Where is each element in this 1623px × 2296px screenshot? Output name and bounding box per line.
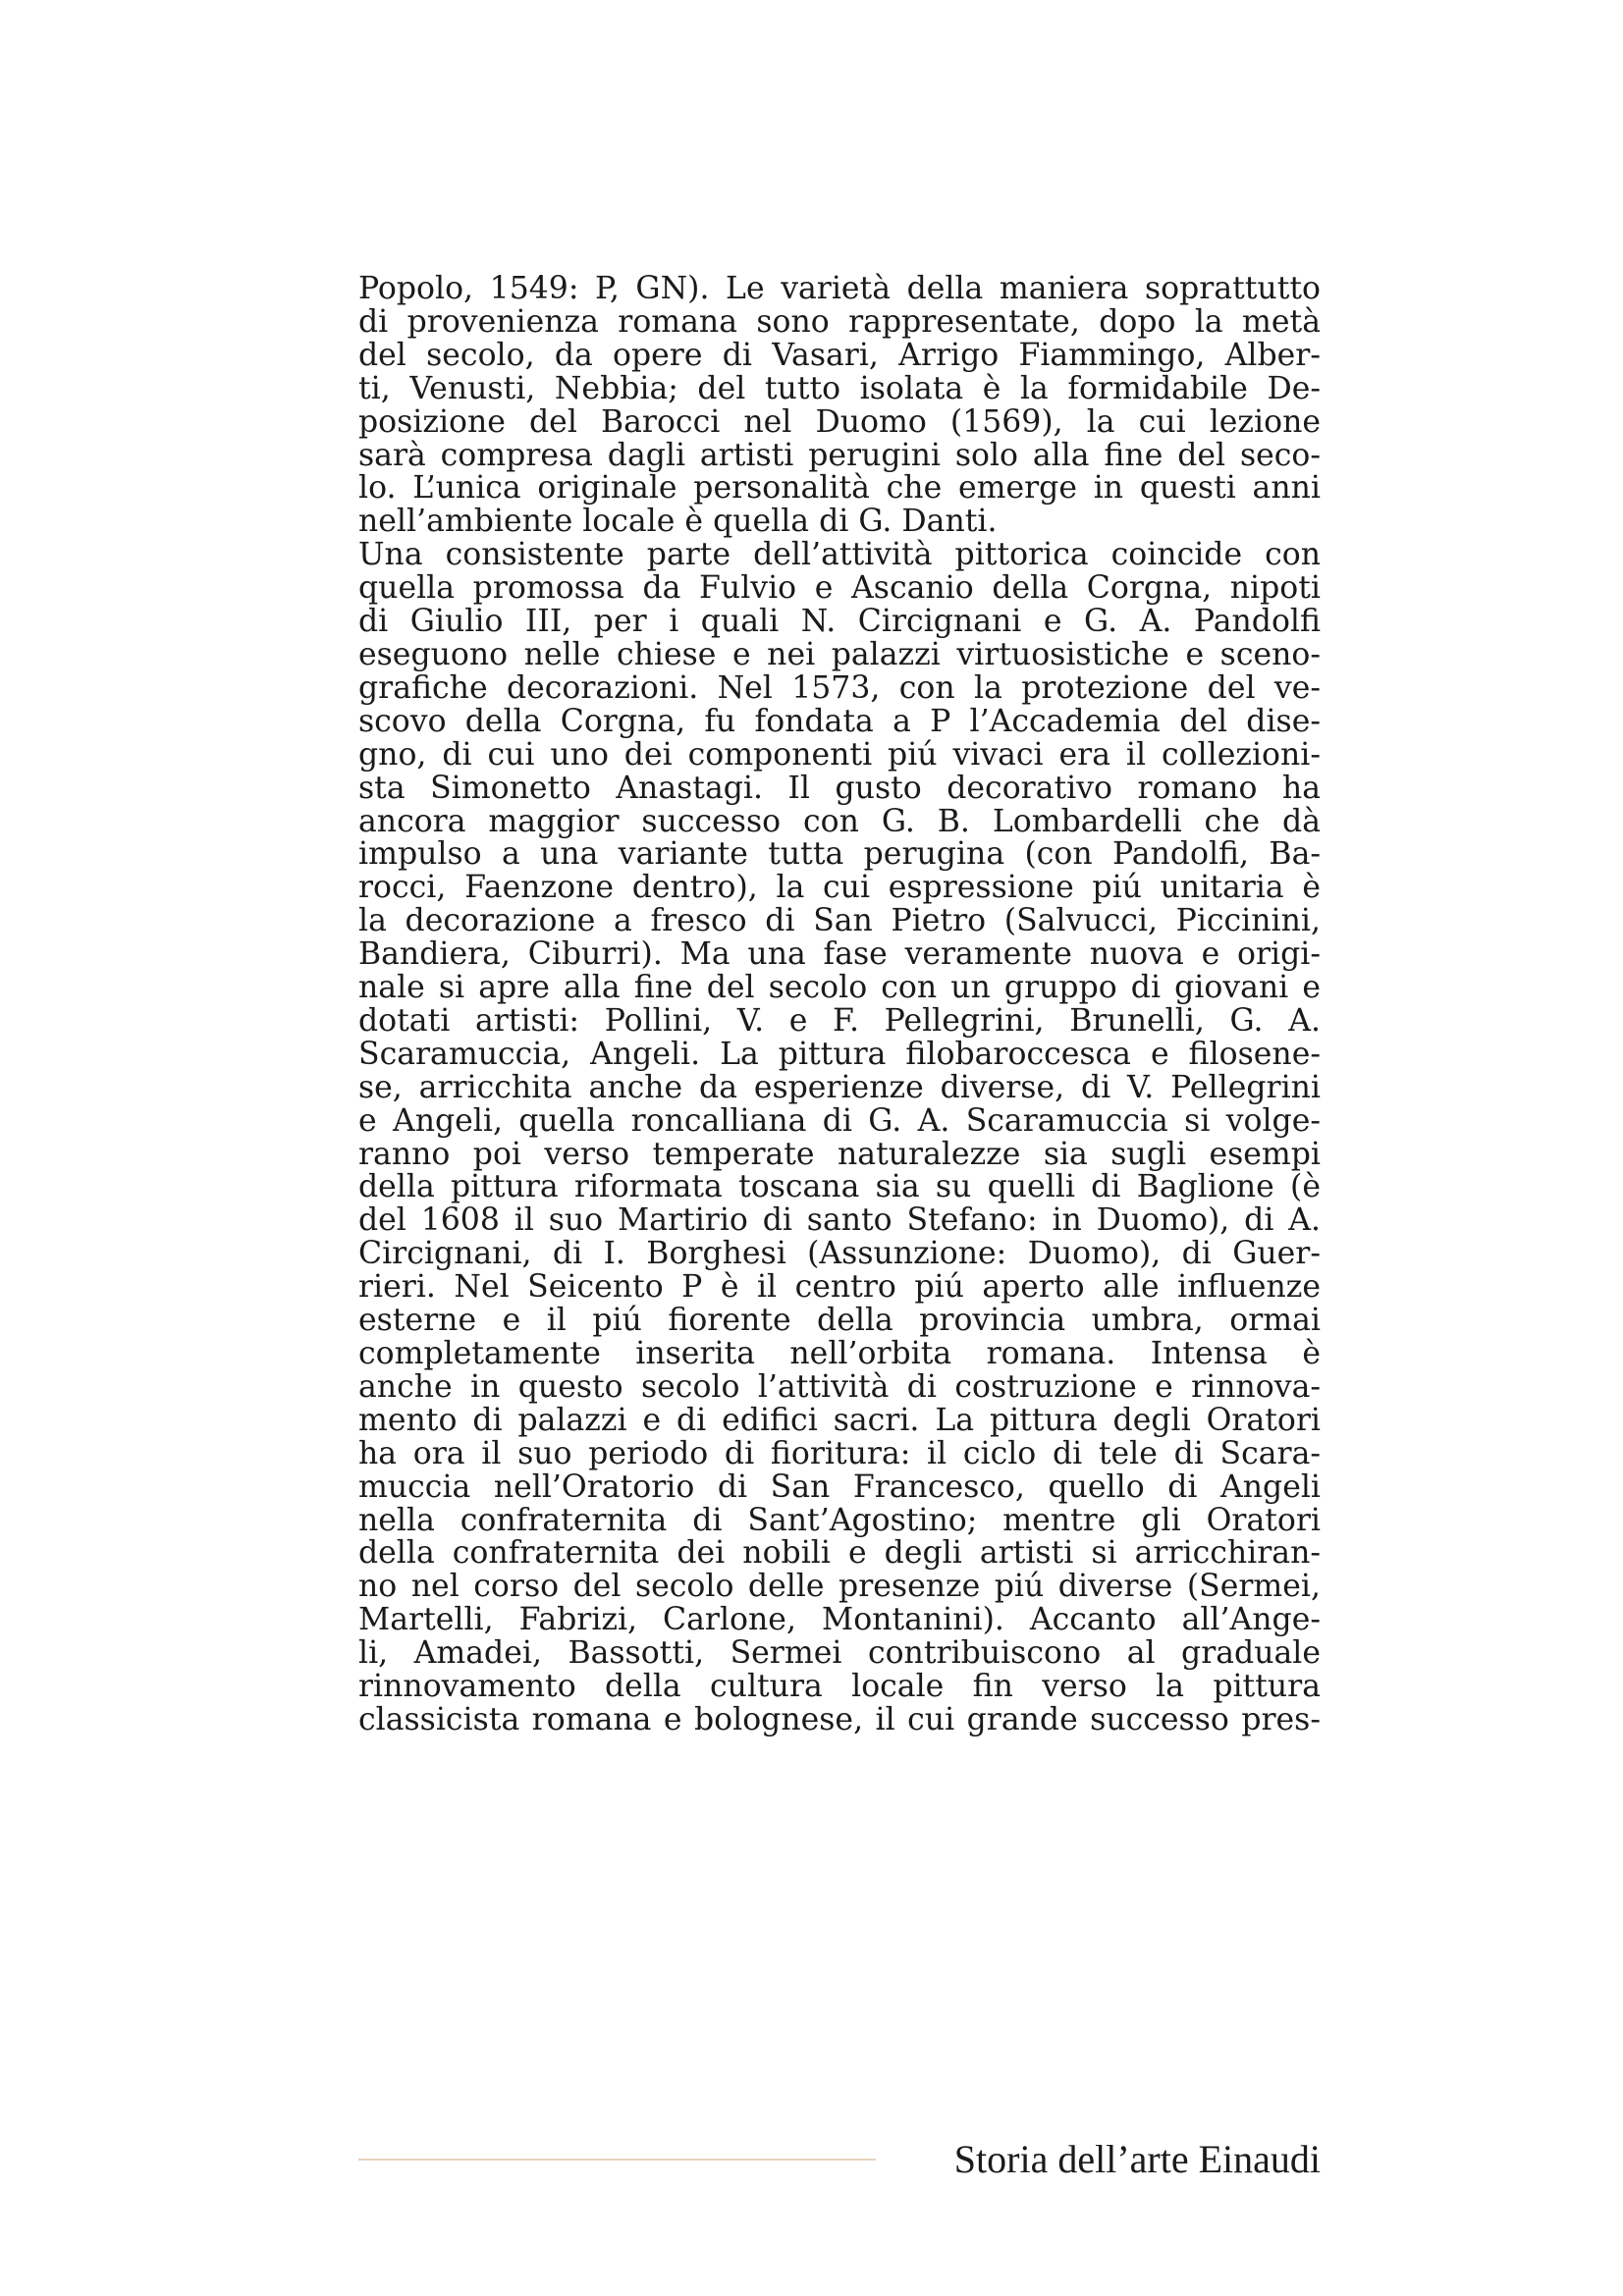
- footer-rule: [358, 2159, 876, 2161]
- text-line: ancora maggior successo con G. B. Lombardelli che dà: [358, 803, 1321, 839]
- text-line: Scaramuccia, Angeli. La pittura filobaroccesca e filosene-: [358, 1036, 1321, 1072]
- footer-title: Storia dell’arte Einaudi: [953, 2137, 1321, 2181]
- text-line: completamente inserita nell’orbita romana. Intensa è: [358, 1336, 1321, 1371]
- text-line: sta Simonetto Anastagi. Il gusto decorativo romano ha: [358, 770, 1321, 806]
- text-line: gno, di cui uno dei componenti piú vivaci era il collezioni-: [358, 736, 1321, 773]
- text-line: del secolo, da opere di Vasari, Arrigo Fiammingo, Alber-: [358, 337, 1321, 373]
- text-line: grafiche decorazioni. Nel 1573, con la protezione del ve-: [358, 669, 1321, 706]
- text-line: nella confraternita di Sant’Agostino; mentre gli Oratori: [358, 1502, 1321, 1538]
- text-line: Bandiera, Ciburri). Ma una fase veramente nuova e origi-: [358, 936, 1321, 973]
- text-line: posizione del Barocci nel Duomo (1569), la cui lezione: [358, 403, 1321, 440]
- text-line: se, arricchita anche da esperienze diverse, di V. Pellegrini: [358, 1069, 1321, 1105]
- text-line: classicista romana e bolognese, il cui grande successo pres-: [358, 1701, 1321, 1737]
- text-line: del 1608 il suo Martirio di santo Stefano: in Duomo), di A.: [358, 1202, 1321, 1239]
- text-line: di Giulio III, per i quali N. Circignani e G. A. Pandolfi: [358, 604, 1321, 640]
- text-line: la decorazione a fresco di San Pietro (Salvucci, Piccinini,: [358, 903, 1321, 939]
- text-line: Martelli, Fabrizi, Carlone, Montanini). Accanto all’Ange-: [358, 1602, 1321, 1638]
- text-line: ha ora il suo periodo di fioritura: il ciclo di tele di Scara-: [358, 1435, 1321, 1471]
- text-line: nell’ambiente locale è quella di G. Danti.: [358, 504, 998, 540]
- text-line: impulso a una variante tutta perugina (con Pandolfi, Ba-: [358, 836, 1321, 873]
- text-line: dotati artisti: Pollini, V. e F. Pellegrini, Brunelli, G. A.: [358, 1002, 1321, 1039]
- text-line: e Angeli, quella roncalliana di G. A. Scaramuccia si volge-: [358, 1102, 1321, 1139]
- text-line: eseguono nelle chiese e nei palazzi virtuosistiche e sceno-: [358, 636, 1321, 672]
- text-line: Circignani, di I. Borghesi (Assunzione: Duomo), di Guer-: [358, 1236, 1321, 1272]
- text-line: li, Amadei, Bassotti, Sermei contribuiscono al graduale: [358, 1635, 1321, 1672]
- text-line: quella promossa da Fulvio e Ascanio della Corgna, nipoti: [358, 570, 1321, 607]
- text-line: Popolo, 1549: P, GN). Le varietà della maniera soprattutto: [358, 271, 1321, 306]
- text-line: lo. L’unica originale personalità che emerge in questi anni: [358, 470, 1321, 507]
- text-line: di provenienza romana sono rappresentate, dopo la metà: [358, 303, 1321, 340]
- text-line: ti, Venusti, Nebbia; del tutto isolata è la formidabile De-: [358, 370, 1321, 406]
- text-line: della pittura riformata toscana sia su quelli di Baglione (è: [358, 1169, 1321, 1205]
- text-line: esterne e il piú fiorente della provincia umbra, ormai: [358, 1303, 1321, 1339]
- text-line: rocci, Faenzone dentro), la cui espressione piú unitaria è: [358, 870, 1321, 906]
- text-line: nale si apre alla fine del secolo con un gruppo di giovani e: [358, 970, 1321, 1006]
- text-line: rinnovamento della cultura locale fin verso la pittura: [358, 1669, 1321, 1705]
- text-line: della confraternita dei nobili e degli artisti si arricchiran-: [358, 1535, 1321, 1572]
- text-line: no nel corso del secolo delle presenze piú diverse (Sermei,: [358, 1569, 1321, 1605]
- text-line: muccia nell’Oratorio di San Francesco, quello di Angeli: [358, 1468, 1321, 1505]
- body-text: [358, 273, 1321, 1737]
- text-line: sarà compresa dagli artisti perugini solo alla fine del seco-: [358, 437, 1321, 473]
- text-line: rieri. Nel Seicento P è il centro piú aperto alle influenze: [358, 1269, 1321, 1306]
- text-line: Una consistente parte dell’attività pittorica coincide con: [358, 537, 1321, 573]
- text-line: mento di palazzi e di edifici sacri. La pittura degli Oratori: [358, 1402, 1321, 1438]
- text-line: anche in questo secolo l’attività di costruzione e rinnova-: [358, 1368, 1321, 1405]
- text-line: ranno poi verso temperate naturalezze sia sugli esempi: [358, 1136, 1321, 1172]
- text-line: scovo della Corgna, fu fondata a P l’Accademia del dise-: [358, 703, 1321, 739]
